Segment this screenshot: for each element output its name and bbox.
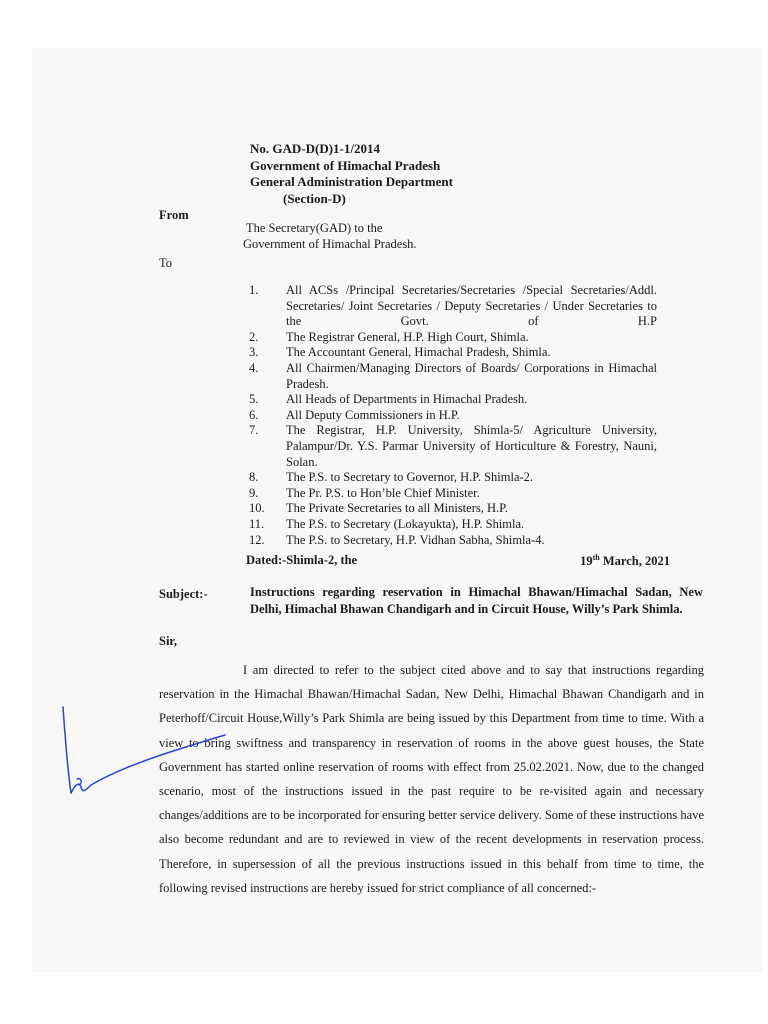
recipient-number: 10. (249, 501, 265, 516)
recipient-text: The Registrar, H.P. University, Shimla-5/ Agriculture University, Palampur/Dr. Y.S. Parmar University of Horticulture & Forestry, Nauni, Solan. (286, 423, 657, 469)
subject-text: Instructions regarding reservation in Himachal Bhawan/Himachal Sadan, New Delhi, Himachal Bhawan Chandigarh and in Circuit House, Willy’s Park Shimla. (250, 585, 703, 616)
recipient-text: The P.S. to Secretary to Governor, H.P. Shimla-2. (286, 470, 534, 485)
date-month-year: March, 2021 (602, 554, 670, 569)
section-name: (Section-D) (283, 190, 346, 206)
recipient-number: 4. (249, 360, 259, 375)
recipient-number: 3. (249, 345, 259, 360)
body-paragraph: I am directed to refer to the subject cited above and to say that instructions regarding reservation in the Himachal Bhawan/Himachal Sadan, New Delhi, Himachal Bhawan Chandigarh and in Peterhoff/Circuit House,Willy’s Park Shimla are being issued by this Department from time to time. With a view to bring swiftness and transparency in reservation of rooms in the above guest houses, the State Government has started online reservation of rooms with effect from 25.02.2021. Now, due to the changed scenario, most of the instructions issued in the past require to be re-visited again and necessary changes/additions are to be incorporated for ensuring better service delivery. Some of these instructions have also become redundant and are to reviewed in view of the recent developments in reservation process. Therefore, in supersession of all the previous instructions issued in this behalf from time to time, the following revised instructions are hereby issued for strict compliance of all concerned:- (159, 663, 704, 895)
letter-header (250, 141, 453, 207)
recipient-text: The P.S. to Secretary (Lokayukta), H.P. Shimla. (286, 516, 525, 531)
recipient-item (249, 423, 657, 470)
letter-date (580, 553, 670, 569)
recipient-number: 8. (249, 470, 259, 485)
recipient-item (249, 501, 657, 517)
department-name: General Administration Department (250, 174, 453, 189)
recipient-text: The Private Secretaries to all Ministers, H.P. (286, 501, 508, 516)
government-name: Government of Himachal Pradesh (250, 157, 441, 173)
recipient-number: 6. (249, 407, 259, 422)
recipient-item (249, 470, 657, 486)
from-label: From (159, 208, 189, 222)
recipient-number: 2. (249, 329, 259, 344)
recipient-item (249, 533, 657, 549)
recipient-text: All Chairmen/Managing Directors of Boards/ Corporations in Himachal Pradesh. (286, 360, 657, 391)
recipient-number: 1. (249, 283, 259, 297)
recipient-item (249, 486, 657, 502)
recipient-item (249, 517, 657, 533)
date-day: 19 (580, 554, 593, 569)
recipient-item (249, 330, 657, 346)
from-line: Government of Himachal Pradesh. (243, 237, 417, 251)
recipient-number: 7. (249, 423, 259, 438)
recipient-item (249, 345, 657, 361)
recipient-number: 11. (249, 516, 265, 531)
recipient-item (249, 361, 657, 392)
recipient-list (249, 283, 657, 548)
recipient-text: The Registrar General, H.P. High Court, Shimla. (286, 329, 529, 344)
recipient-text: The Pr. P.S. to Hon’ble Chief Minister. (286, 485, 480, 500)
dated-line (246, 553, 670, 568)
recipient-text: The Accountant General, Himachal Pradesh, Shimla. (286, 345, 551, 360)
recipient-text: All Deputy Commissioners in H.P. (286, 407, 460, 422)
recipient-number: 9. (249, 485, 259, 500)
recipient-number: 5. (249, 392, 259, 407)
salutation: Sir, (159, 634, 177, 648)
recipient-text: All ACSs /Principal Secretaries/Secretaries /Special Secretaries/Addl. Secretaries/ Joint Secretaries / Deputy Secretaries / Under Secretaries to the Govt. of H.P (286, 283, 657, 329)
recipient-item (249, 283, 657, 330)
recipient-text: The P.S. to Secretary, H.P. Vidhan Sabha, Shimla-4. (286, 532, 545, 547)
from-block (243, 220, 417, 252)
recipient-text: All Heads of Departments in Himachal Pradesh. (286, 392, 528, 407)
from-line: The Secretary(GAD) to the (246, 221, 383, 235)
date-suffix: th (592, 553, 600, 562)
recipient-number: 12. (249, 532, 265, 547)
handwritten-initials (55, 705, 235, 805)
file-number: No. GAD-D(D)1-1/2014 (250, 141, 380, 156)
dated-label: Dated:-Shimla-2, the (246, 553, 358, 567)
recipient-item (249, 408, 657, 424)
recipient-item (249, 392, 657, 408)
subject-label: Subject:- (159, 587, 208, 601)
to-label: To (159, 256, 173, 270)
